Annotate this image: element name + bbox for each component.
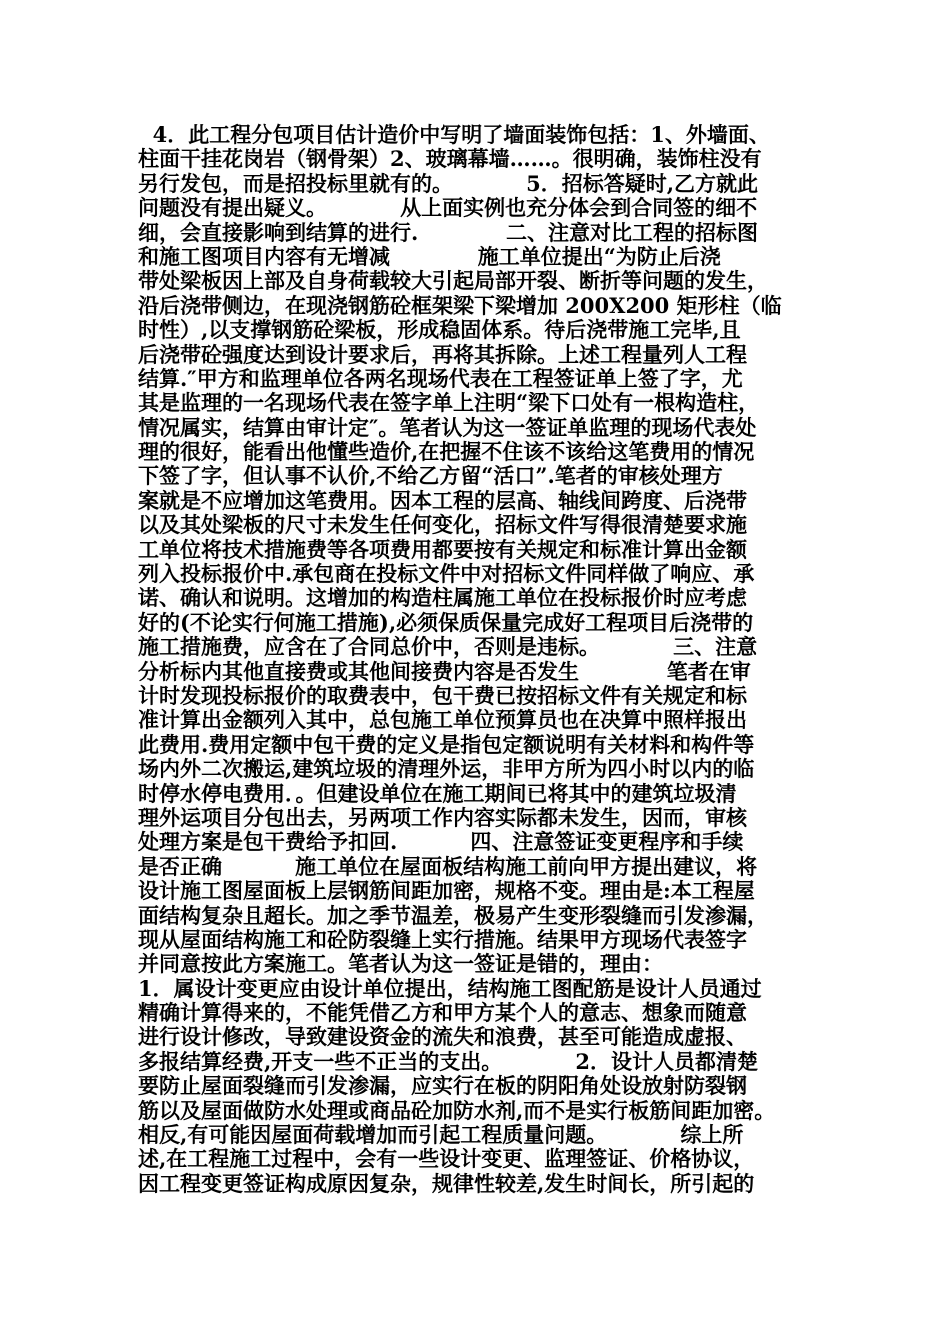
text-line: 工单位将技术措施费等各项费用都要按有关规定和标准计算出金额: [138, 536, 747, 562]
text-line: 处理方案是包干费给予扣回. 四、注意签证变更程序和手续: [138, 829, 744, 855]
text-line: 进行设计修改，导致建设资金的流失和浪费，甚至可能造成虚报、: [138, 1024, 747, 1050]
text-line: 情况属实，结算由审计定″。笔者认为这一签证单监理的现场代表处: [138, 414, 757, 440]
text-line: 述,在工程施工过程中，会有一些设计变更、监理签证、价格协议，: [138, 1146, 755, 1172]
text-line: 相反,有可能因屋面荷载增加而引起工程质量问题。 综上所: [138, 1122, 744, 1148]
text-line: 另行发包，而是招投标里就有的。 5．招标答疑时,乙方就此: [138, 170, 759, 196]
text-line: 1．属设计变更应由设计单位提出，结构施工图配筋是设计人员通过: [138, 975, 762, 1001]
text-line: 案就是不应增加这笔费用。因本工程的层高、轴线间跨度、后浇带: [138, 487, 747, 513]
text-line: 列入投标报价中.承包商在投标文件中对招标文件同样做了响应、承: [138, 561, 755, 587]
text-line: 场内外二次搬运,建筑垃圾的清理外运，非甲方所为四小时以内的临: [138, 756, 755, 782]
text-line: 并同意按此方案施工。笔者认为这一签证是错的，理由：: [138, 951, 663, 977]
text-line: 此费用.费用定额中包干费的定义是指包定额说明有关材料和构件等: [138, 731, 755, 757]
text-line: 结算.″甲方和监理单位各两名现场代表在工程签证单上签了字，尤: [138, 365, 743, 391]
text-line: 设计施工图屋面板上层钢筋间距加密，规格不变。理由是:本工程屋: [138, 878, 755, 904]
document-body-text: [138, 123, 818, 1196]
text-line: 沿后浇带侧边，在现浇钢筋砼框架梁下梁增加 200X200 矩形柱（临: [138, 292, 782, 318]
text-line: 柱面干挂花岗岩（钢骨架）2、玻璃幕墙……。很明确，装饰柱没有: [138, 146, 762, 172]
text-line: 是否正确 施工单位在屋面板结构施工前向甲方提出建议，将: [138, 853, 758, 879]
text-line: 其是监理的一名现场代表在签字单上注明“梁下口处有一根构造柱，: [138, 390, 760, 416]
text-line: 下签了字，但认事不认价,不给乙方留“活口”.笔者的审核处理方: [138, 463, 723, 489]
text-line: 问题没有提出疑义。 从上面实例也充分体会到合同签的细不: [138, 195, 758, 221]
text-line: 以及其处梁板的尺寸未发生任何变化，招标文件写得很清楚要求施: [138, 512, 747, 538]
text-line: 精确计算得来的，不能凭借乙方和甲方某个人的意志、想象而随意: [138, 1000, 747, 1026]
text-line: 理外运项目分包出去，另两项工作内容实际都未发生，因而，审核: [138, 804, 747, 830]
text-line: 诺、确认和说明。这增加的构造柱属施工单位在投标报价时应考虑: [138, 585, 747, 611]
text-line: 时停水停电费用．。但建设单位在施工期间已将其中的建筑垃圾清: [138, 780, 737, 806]
text-line: 现从屋面结构施工和砼防裂缝上实行措施。结果甲方现场代表签字: [138, 926, 747, 952]
text-line: 分析标内其他直接费或其他间接费内容是否发生 笔者在审: [138, 658, 751, 684]
text-line: 带处梁板因上部及自身荷载较大引起局部开裂、断折等问题的发生，: [138, 268, 768, 294]
text-line: 面结构复杂且超长。加之季节温差，极易产生变形裂缝而引发渗漏，: [138, 902, 768, 928]
text-line: 和施工图项目内容有无增减 施工单位提出“为防止后浇: [138, 243, 721, 269]
text-line: 后浇带砼强度达到设计要求后，再将其拆除。上述工程量列人工程: [138, 341, 747, 367]
text-line: 计时发现投标报价的取费表中，包干费已按招标文件有关规定和标: [138, 682, 747, 708]
text-line: 4．此工程分包项目估计造价中写明了墙面装饰包括：1、外墙面、: [138, 122, 770, 147]
text-line: 筋以及屋面做防水处理或商品砼加防水剂,而不是实行板筋间距加密。: [138, 1097, 776, 1123]
text-line: 准计算出金额列入其中，总包施工单位预算员也在决算中照样报出: [138, 707, 747, 733]
text-line: 因工程变更签证构成原因复杂，规律性较差,发生时间长，所引起的: [138, 1170, 755, 1196]
text-line: 时性）,以支撑钢筋砼梁板，形成稳固体系。待后浇带施工完毕,且: [138, 317, 741, 343]
text-line: 施工措施费，应含在了合同总价中，否则是违标。 三、注意: [138, 634, 758, 660]
text-line: 多报结算经费,开支一些不正当的支出。 2．设计人员都清楚: [138, 1048, 759, 1074]
text-line: 理的很好，能看出他懂些造价,在把握不住该不该给这笔费用的情况: [138, 439, 755, 465]
text-line: 细，会直接影响到结算的进行. 二、注意对比工程的招标图: [138, 219, 759, 245]
text-line: 要防止屋面裂缝而引发渗漏，应实行在板的阴阳角处设放射防裂钢: [138, 1073, 747, 1099]
text-line: 好的(不论实行何施工措施),必须保质保量完成好工程项目后浇带的: [138, 609, 754, 635]
